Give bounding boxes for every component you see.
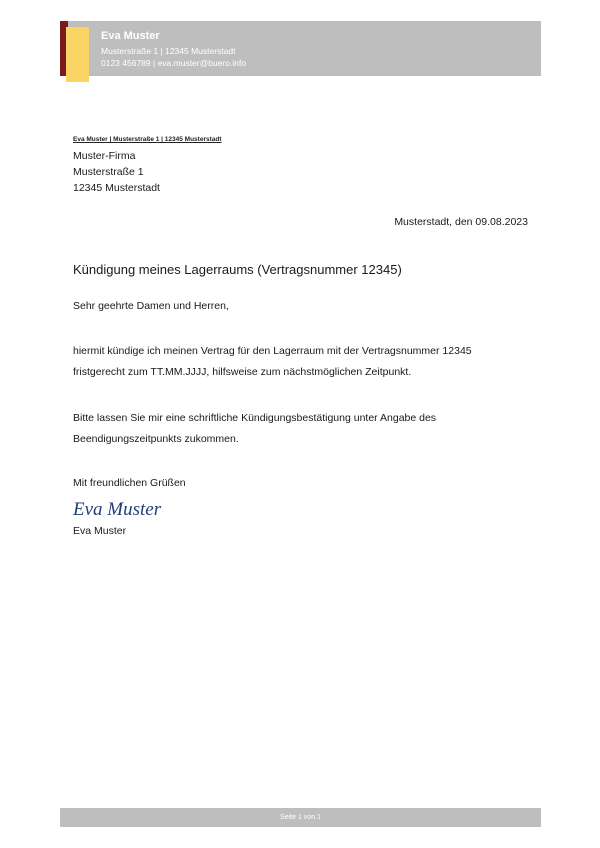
body-paragraph-2-line-2: Beendigungszeitpunkts zukommen. bbox=[73, 433, 239, 445]
footer-page-number: Seite 1 von 1 bbox=[60, 808, 541, 827]
date-line: Musterstadt, den 09.08.2023 bbox=[394, 216, 528, 228]
body-paragraph-1-line-1: hiermit kündige ich meinen Vertrag für den Lagerraum mit der Vertragsnummer 12345 bbox=[73, 345, 472, 357]
body-paragraph-2-line-1: Bitte lassen Sie mir eine schriftliche Kündigungsbestätigung unter Angabe des bbox=[73, 412, 437, 424]
letterhead-text bbox=[101, 29, 246, 69]
letterhead-accent-yellow bbox=[66, 27, 89, 82]
body-paragraph-1-line-2: fristgerecht zum TT.MM.JJJJ, hilfsweise zum nächstmöglichen Zeitpunkt. bbox=[73, 366, 412, 378]
recipient-city: 12345 Musterstadt bbox=[73, 182, 160, 194]
sender-return-address: Eva Muster | Musterstraße 1 | 12345 Musterstadt bbox=[73, 136, 222, 143]
signer-name: Eva Muster bbox=[73, 525, 127, 537]
letterhead-contact: 0123 456789 | eva.muster@buero.info bbox=[101, 58, 247, 68]
handwritten-signature: Eva Muster bbox=[73, 499, 162, 520]
recipient-address bbox=[73, 148, 160, 196]
recipient-company: Muster-Firma bbox=[73, 150, 136, 162]
closing-phrase: Mit freundlichen Grüßen bbox=[73, 477, 186, 489]
salutation: Sehr geehrte Damen und Herren, bbox=[73, 300, 229, 312]
recipient-street: Musterstraße 1 bbox=[73, 166, 144, 178]
body-paragraph-1 bbox=[73, 341, 472, 383]
letterhead-address: Musterstraße 1 | 12345 Musterstadt bbox=[101, 46, 236, 56]
letterhead-name: Eva Muster bbox=[101, 30, 160, 42]
body-paragraph-2 bbox=[73, 408, 436, 450]
letter-subject: Kündigung meines Lagerraums (Vertragsnummer 12345) bbox=[73, 262, 402, 277]
